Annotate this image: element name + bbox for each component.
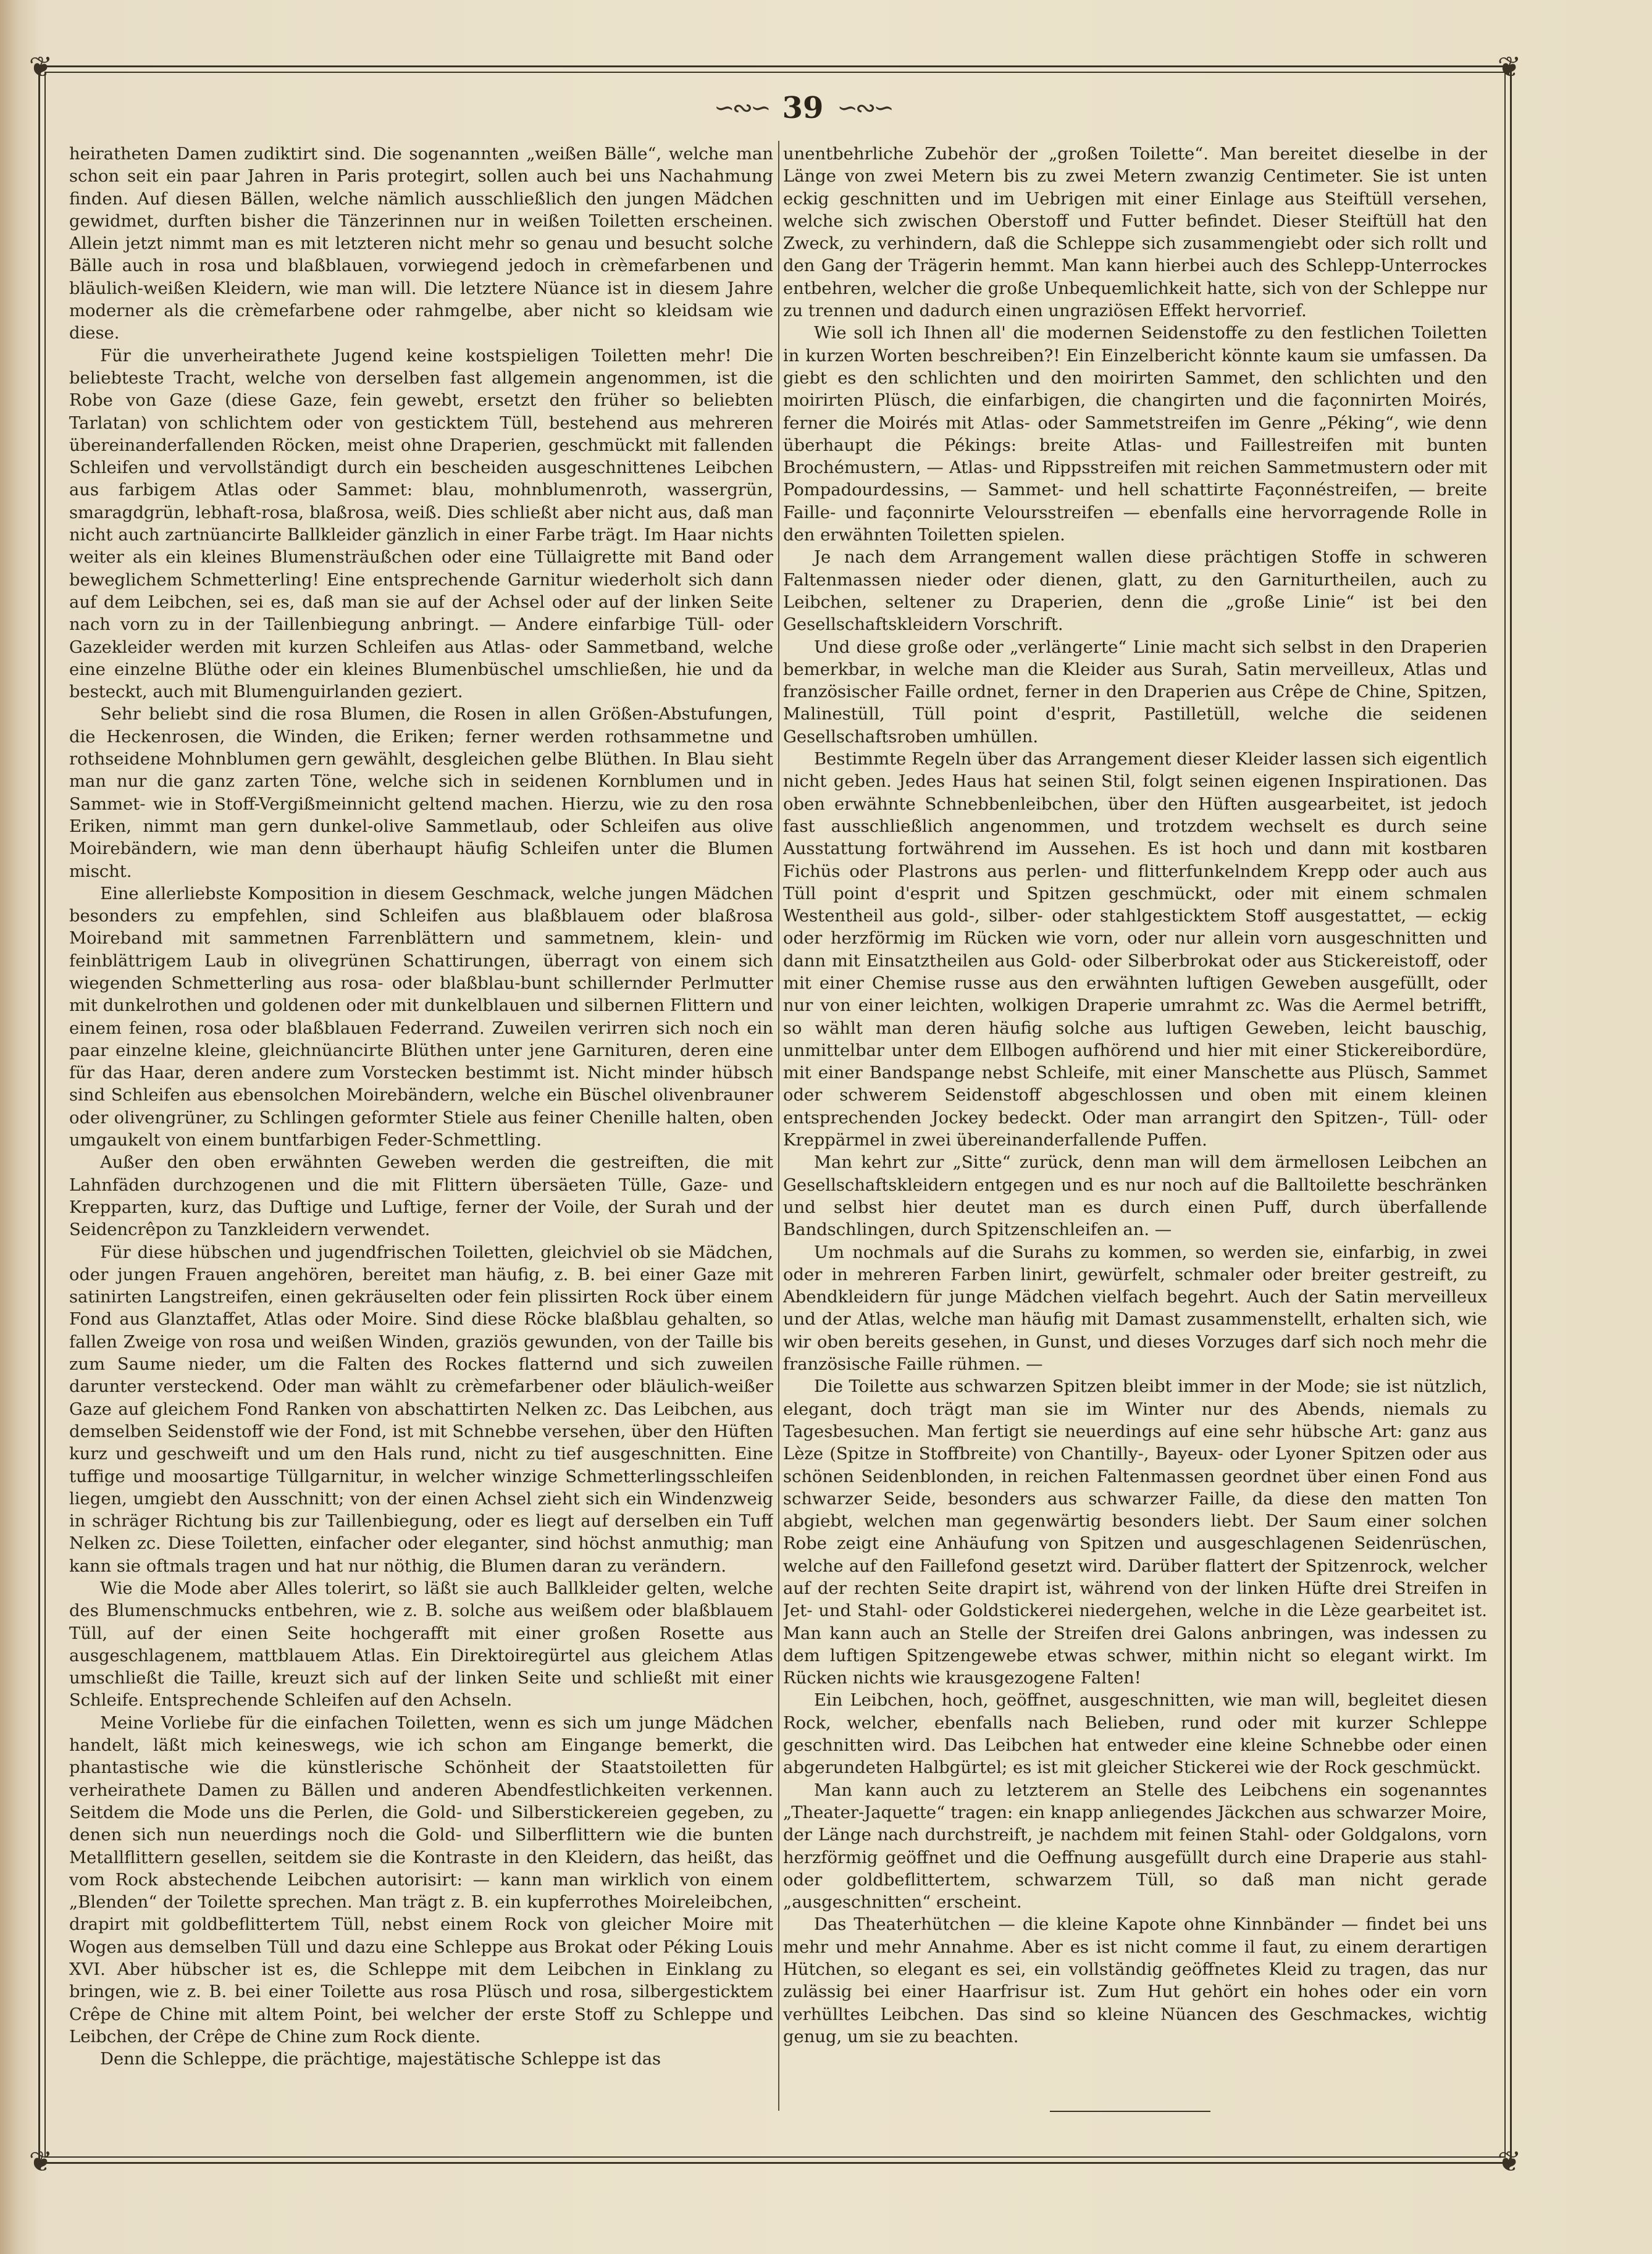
header-flourish-right-icon: ∽∾∽ (837, 94, 892, 122)
article-end-rule (1050, 2111, 1210, 2112)
corner-ornament-bottom-left: ❦ (28, 2145, 53, 2178)
paragraph: Für die unverheirathete Jugend keine kostspieligen Toiletten mehr! Die beliebteste Tracht, welche von derselben fast allgemein angenommen, ist die Robe von Gaze (diese Gaze, fein gewebt, ersetzt den früher so beliebten Tarlatan) von schlichtem oder von gesticktem Tüll, bestehend aus mehreren übereinanderfallenden Röcken, meist ohne Draperien, geschmückt mit fallenden Schleifen und vervollständigt durch ein bescheiden ausgeschnittenes Leibchen aus farbigem Atlas oder Sammet: blau, mohnblumenroth, wassergrün, smaragdgrün, lebhaft-rosa, blaßrosa, weiß. Dies schließt aber nicht aus, daß man nicht auch zartnüancirte Ballkleider gänzlich in einer Farbe trägt. Im Haar nichts weiter als ein kleines Blumensträußchen oder eine Tüllaigrette mit Band oder beweglichem Schmetterling! Eine entsprechende Garnitur wiederholt sich dann auf dem Leibchen, sei es, daß man sie auf der Achsel oder auf der linken Seite nach vorn zu in der Taillenbiegung anbringt. — Andere einfarbige Tüll- oder Gazekleider werden mit kurzen Schleifen aus Atlas- oder Sammetband, welche eine einzelne Blüthe oder ein kleines Blumenbüschel umschließen, hie und da besteckt, auch mit Blumenguirlanden geziert. (69, 346, 773, 702)
paragraph: Das Theaterhütchen — die kleine Kapote ohne Kinnbänder — findet bei uns mehr und mehr Annahme. Aber es ist nicht comme il faut, zu einem derartigen Hütchen, so elegant es sei, ein vollständig geöffnetes Kleid zu tragen, das nur zulässig bei einer Haarfrisur ist. Zum Hut gehört ein hohes oder ein vorn verhülltes Leibchen. Das sind so kleine Nüancen des Geschmackes, wichtig genug, um sie zu beachten. (783, 1915, 1487, 2047)
left-column (69, 143, 773, 2107)
paragraph: Sehr beliebt sind die rosa Blumen, die Rosen in allen Größen-Abstufungen, die Heckenrosen, die Winden, die Eriken; ferner werden rothsammetne und rothseidene Mohnblumen gern gewählt, desgleichen gelbe Blüthen. In Blau sieht man nur die ganz zarten Töne, welche sich in seidenen Kornblumen und in Sammet- wie in Stoff-Vergißmeinnicht geltend machen. Hierzu, wie zu den rosa Eriken, nimmt man gern dunkel-olive Sammetlaub, oder Schleifen aus olive Moirebändern, wie man denn überhaupt häufig Schleifen unter die Blumen mischt. (69, 705, 773, 881)
paragraph: Ein Leibchen, hoch, geöffnet, ausgeschnitten, wie man will, begleitet diesen Rock, welcher, ebenfalls nach Belieben, rund oder mit kurzer Schleppe geschnitten wird. Das Leibchen hat entweder eine kleine Schnebbe oder einen abgerundeten Halbgürtel; es ist mit gleicher Stickerei wie der Rock geschmückt. (783, 1691, 1487, 1778)
corner-ornament-top-left: ❦ (28, 50, 53, 83)
page-number: 39 (782, 91, 824, 125)
paragraph: unentbehrliche Zubehör der „großen Toilette“. Man bereitet dieselbe in der Länge von zwei Metern bis zu zwei Metern zwanzig Centimeter. Sie ist unten eckig geschnitten und im Uebrigen mit einer Einlage aus Steiftüll versehen, welche sich zwischen Oberstoff und Futter befindet. Dieser Steiftüll hat den Zweck, zu verhindern, daß die Schleppe sich zusammengiebt oder sich rollt und den Gang der Trägerin hemmt. Man kann hierbei auch des Schlepp-Unterrockes entbehren, welcher die große Unbequemlichkeit hatte, sich von der Schleppe nur zu trennen und dadurch einen ungraziösen Effekt hervorrief. (783, 145, 1487, 321)
paragraph: Meine Vorliebe für die einfachen Toiletten, wenn es sich um junge Mädchen handelt, läßt mich keineswegs, wie ich schon am Eingange bemerkt, die phantastische wie die künstlerische Schönheit der Staatstoiletten für verheirathete Damen zu Bällen und anderen Abendfestlichkeiten verkennen. Seitdem die Mode uns die Perlen, die Gold- und Silberstickereien gegeben, zu denen sich nun neuerdings noch die Gold- und Silberflittern wie die bunten Metallflittern gesellen, seitdem sie die Kontraste in den Kleidern, das heißt, das vom Rock abstechende Leibchen autorisirt: — kann man wirklich von einem „Blenden“ der Toilette sprechen. Man trägt z. B. ein kupferrothes Moireleibchen, drapirt mit goldbeflittertem Tüll, nebst einem Rock von gleicher Moire mit Wogen aus demselben Tüll und dazu eine Schleppe aus Brokat oder Péking Louis XVI. Aber hübscher ist es, die Schleppe mit dem Leibchen in Einklang zu bringen, wie z. B. bei einer Toilette aus rosa Plüsch und rosa, silbergesticktem Crêpe de Chine mit altem Point, bei welcher der erste Stoff zu Schleppe und Leibchen, der Crêpe de Chine zum Rock diente. (69, 1713, 773, 2047)
corner-ornament-bottom-right: ❦ (1497, 2145, 1522, 2178)
paragraph: Wie soll ich Ihnen all' die modernen Seidenstoffe zu den festlichen Toiletten in kurzen Worten beschreiben?! Ein Einzelbericht könnte kaum sie umfassen. Da giebt es den schlichten und den moirirten Sammet, den schlichten und den moirirten Plüsch, die einfarbigen, die changirten und die façonnirten Moirés, ferner die Moirés mit Atlas- oder Sammetstreifen im Genre „Péking“, wie denn überhaupt die Pékings: breite Atlas- und Faillestreifen mit bunten Brochémustern, — Atlas- und Rippsstreifen mit reichen Sammetmustern oder mit Pompadourdessins, — Sammet- und hell schattirte Façonnéstreifen, — breite Faille- und façonnirte Veloursstreifen — ebenfalls eine hervorragende Rolle in den erwähnten Toiletten spielen. (783, 324, 1487, 545)
paragraph: Bestimmte Regeln über das Arrangement dieser Kleider lassen sich eigentlich nicht geben. Jedes Haus hat seinen Stil, folgt seinen eigenen Inspirationen. Das oben erwähnte Schnebbenleibchen, über den Hüften ausgearbeitet, ist jedoch fast ausschließlich angenommen, und trotzdem wechselt es durch seine Ausstattung fortwährend im Aussehen. Es ist hoch und dann mit kostbaren Fichüs oder Plastrons aus perlen- und flitterfunkelndem Krepp oder auch aus Tüll point d'esprit und Spitzen geschmückt, oder mit einem schmalen Westentheil aus gold-, silber- oder stahlgesticktem Stoff ausgestattet, — eckig oder herzförmig im Rücken wie vorn, oder nur allein vorn ausgeschnitten und dann mit Einsatztheilen aus Gold- oder Silberbrokat oder aus Stickereistoff, oder mit einer Chemise russe aus den erwähnten luftigen Geweben ausgefüllt, oder nur von einer leichten, wolkigen Draperie umrahmt zc. Was die Aermel betrifft, so wählt man deren häufig solche aus luftigen Geweben, leicht bauschig, unmittelbar unter dem Ellbogen aufhörend und hier mit einer Stickereibordüre, mit einer Bandspange nebst Schleife, mit einer Manschette aus Plüsch, Sammet oder schwerem Seidenstoff abgeschlossen und oben mit einem kleinen entsprechenden Jockey bedeckt. Oder man arrangirt den Spitzen-, Tüll- oder Kreppärmel in zwei übereinanderfallende Puffen. (783, 750, 1487, 1150)
paragraph: Um nochmals auf die Surahs zu kommen, so werden sie, einfarbig, in zwei oder in mehreren Farben linirt, gewürfelt, schmaler oder breiter gestreift, zu Abendkleidern für junge Mädchen vielfach begehrt. Auch der Satin merveilleux und der Atlas, welche man häufig mit Damast zusammenstellt, erhalten sich, wie wir oben bereits gesehen, in Gunst, und dieses Vorzuges darf sich noch mehr die französische Faille rühmen. — (783, 1242, 1487, 1375)
paragraph: Und diese große oder „verlängerte“ Linie macht sich selbst in den Draperien bemerkbar, in welche man die Kleider aus Surah, Satin merveilleux, Atlas und französischer Faille ordnet, ferner in den Draperien aus Crêpe de Chine, Spitzen, Malinestüll, Tüll point d'esprit, Pastilletüll, welche die seidenen Gesellschaftsroben umhüllen. (783, 637, 1487, 747)
paragraph: Man kann auch zu letzterem an Stelle des Leibchens ein sogenanntes „Theater-Jaquette“ tragen: ein knapp anliegendes Jäckchen aus schwarzer Moire, der Länge nach durchstreift, je nachdem mit feinen Stahl- oder Goldgalons, vorn herzförmig geöffnet und die Oeffnung ausgefüllt durch eine Draperie aus stahl- oder goldbeflittertem, schwarzem Tüll, so daß man nicht gerade „ausgeschnitten“ erscheint. (783, 1780, 1487, 1913)
paragraph: Man kehrt zur „Sitte“ zurück, denn man will dem ärmellosen Leibchen an Gesellschaftskleidern entgegen und es nur noch auf die Balltoilette beschränken und selbst hier deutet man es durch einen Puff, durch überfallende Bandschlingen, durch Spitzenschleifen an. — (783, 1153, 1487, 1240)
paragraph: Wie die Mode aber Alles tolerirt, so läßt sie auch Ballkleider gelten, welche des Blumenschmucks entbehren, wie z. B. solche aus weißem oder blaßblauem Tüll, auf der einen Seite hochgerafft mit einer großen Rosette aus ausgeschlagenem, mattblauem Atlas. Ein Direktoiregürtel aus gleichem Atlas umschließt die Taille, kreuzt sich auf der linken Seite und schließt mit einer Schleife. Entsprechende Schleifen auf den Achseln. (69, 1579, 773, 1711)
column-divider (778, 141, 779, 2111)
paragraph: Denn die Schleppe, die prächtige, majestätische Schleppe ist das (100, 2050, 661, 2069)
page-header (618, 86, 988, 130)
header-flourish-left-icon: ∽∾∽ (714, 94, 769, 122)
paragraph: Die Toilette aus schwarzen Spitzen bleibt immer in der Mode; sie ist nützlich, elegant, doch trägt man sie im Winter nur des Abends, niemals zu Tagesbesuchen. Man fertigt sie neuerdings auf eine sehr hübsche Art: ganz aus Lèze (Spitze in Stoffbreite) von Chantilly-, Bayeux- oder Lyoner Spitzen oder aus schönen Seidenblonden, in reichen Faltenmassen geordnet über einen Fond aus schwarzer Seide, besonders aus schwarzer Faille, da diese den matten Ton abgiebt, welchen man gegenwärtig besonders liebt. Der Saum einer solchen Robe zeigt eine Anhäufung von Spitzen und ausgeschlagenen Seidenrüschen, welche auf den Faillefond gesetzt wird. Darüber flattert der Spitzenrock, welcher auf der rechten Seite drapirt ist, während von der linken Hüfte drei Streifen in Jet- und Stahl- oder Goldstickerei niedergehen, welche in die Lèze gearbeitet ist. Man kann auch an Stelle der Streifen drei Galons anbringen, was indessen zu dem luftigen Spitzengewebe etwas schwer, mithin nicht so elegant wirkt. Im Rücken nichts wie krausgezogene Falten! (783, 1377, 1487, 1688)
paragraph: heiratheten Damen zudiktirt sind. Die sogenannten „weißen Bälle“, welche man schon seit ein paar Jahren in Paris protegirt, sollen auch bei uns Nachahmung finden. Auf diesen Bällen, welche nämlich ausschließlich den jungen Mädchen gewidmet, durften bisher die Tänzerinnen nur in weißen Toiletten erscheinen. Allein jetzt nimmt man es mit letzteren nicht mehr so genau und besucht solche Bälle auch in rosa und blaßblauen, vorwiegend jedoch in crèmefarbenen und bläulich-weißen Kleidern, wie man will. Die letztere Nüance ist in diesem Jahre moderner als die crèmefarbene oder rahmgelbe, aber nicht so kleidsam wie diese. (69, 145, 773, 343)
right-column (783, 143, 1487, 2107)
paragraph: Je nach dem Arrangement wallen diese prächtigen Stoffe in schweren Faltenmassen nieder oder dienen, glatt, zu den Garniturtheilen, auch zu Leibchen, seltener zu Draperien, denn die „große Linie“ ist bei den Gesellschaftskleidern Vorschrift. (783, 548, 1487, 635)
corner-ornament-top-right: ❦ (1497, 50, 1522, 83)
paragraph: Außer den oben erwähnten Geweben werden die gestreiften, die mit Lahnfäden durchzogenen und die mit Flittern übersäeten Tülle, Gaze- und Krepparten, kurz, das Duftige und Luftige, ferner der Voile, der Surah und der Seidencrêpon zu Tanzkleidern verwendet. (69, 1153, 773, 1240)
paragraph: Für diese hübschen und jugendfrischen Toiletten, gleichviel ob sie Mädchen, oder jungen Frauen angehören, bereitet man häufig, z. B. bei einer Gaze mit satinirten Langstreifen, einen gekräuselten oder fein plissirten Rock über einem Fond aus Glanztaffet, Atlas oder Moire. Sind diese Röcke blaßblau gehalten, so fallen Zweige von rosa und weißen Winden, graziös gewunden, von der Taille bis zum Saume nieder, um die Falten des Rockes flatternd und sich zuweilen darunter versteckend. Oder man wählt zu crèmefarbener oder bläulich-weißer Gaze auf gleichem Fond Ranken von abschattirten Nelken zc. Das Leibchen, aus demselben Seidenstoff wie der Fond, ist mit Schnebbe versehen, über den Hüften kurz und geschweift und um den Hals rund, nicht zu tief ausgeschnitten. Eine tuffige und moosartige Tüllgarnitur, in welcher winzige Schmetterlingsschleifen liegen, umgiebt den Ausschnitt; von der einen Achsel zieht sich ein Windenzweig in schräger Richtung bis zur Taillenbiegung, oder es liegt auf derselben ein Tuff Nelken zc. Diese Toiletten, einfacher oder eleganter, sind höchst anmuthig; man kann sie oftmals tragen und hat nur nöthig, die Blumen daran zu verändern. (69, 1242, 773, 1576)
paragraph: Eine allerliebste Komposition in diesem Geschmack, welche jungen Mädchen besonders zu empfehlen, sind Schleifen aus blaßblauem oder blaßrosa Moireband mit sammetnen Farrenblättern und sammetnem, klein- und feinblättrigem Laub in olivegrünen Schattirungen, überragt von einem sich wiegenden Schmetterling aus rosa- oder blaßblau-bunt schillernder Perlmutter mit dunkelrothen und goldenen oder mit dunkelblauen und silbernen Flittern und einem feinen, rosa oder blaßblauen Federrand. Zuweilen verirren sich noch ein paar einzelne kleine, gleichnüancirte Blüthen unter jene Garnituren, deren eine für das Haar, deren andere zum Vorstecken bestimmt ist. Nicht minder hübsch sind Schleifen aus ebensolchen Moirebändern, welche ein Büschel olivenbrauner oder olivengrüner, zu Schlingen geformter Stiele aus feiner Chenille halten, oben umgaukelt von einem buntfarbigen Feder-Schmettling. (69, 884, 773, 1150)
